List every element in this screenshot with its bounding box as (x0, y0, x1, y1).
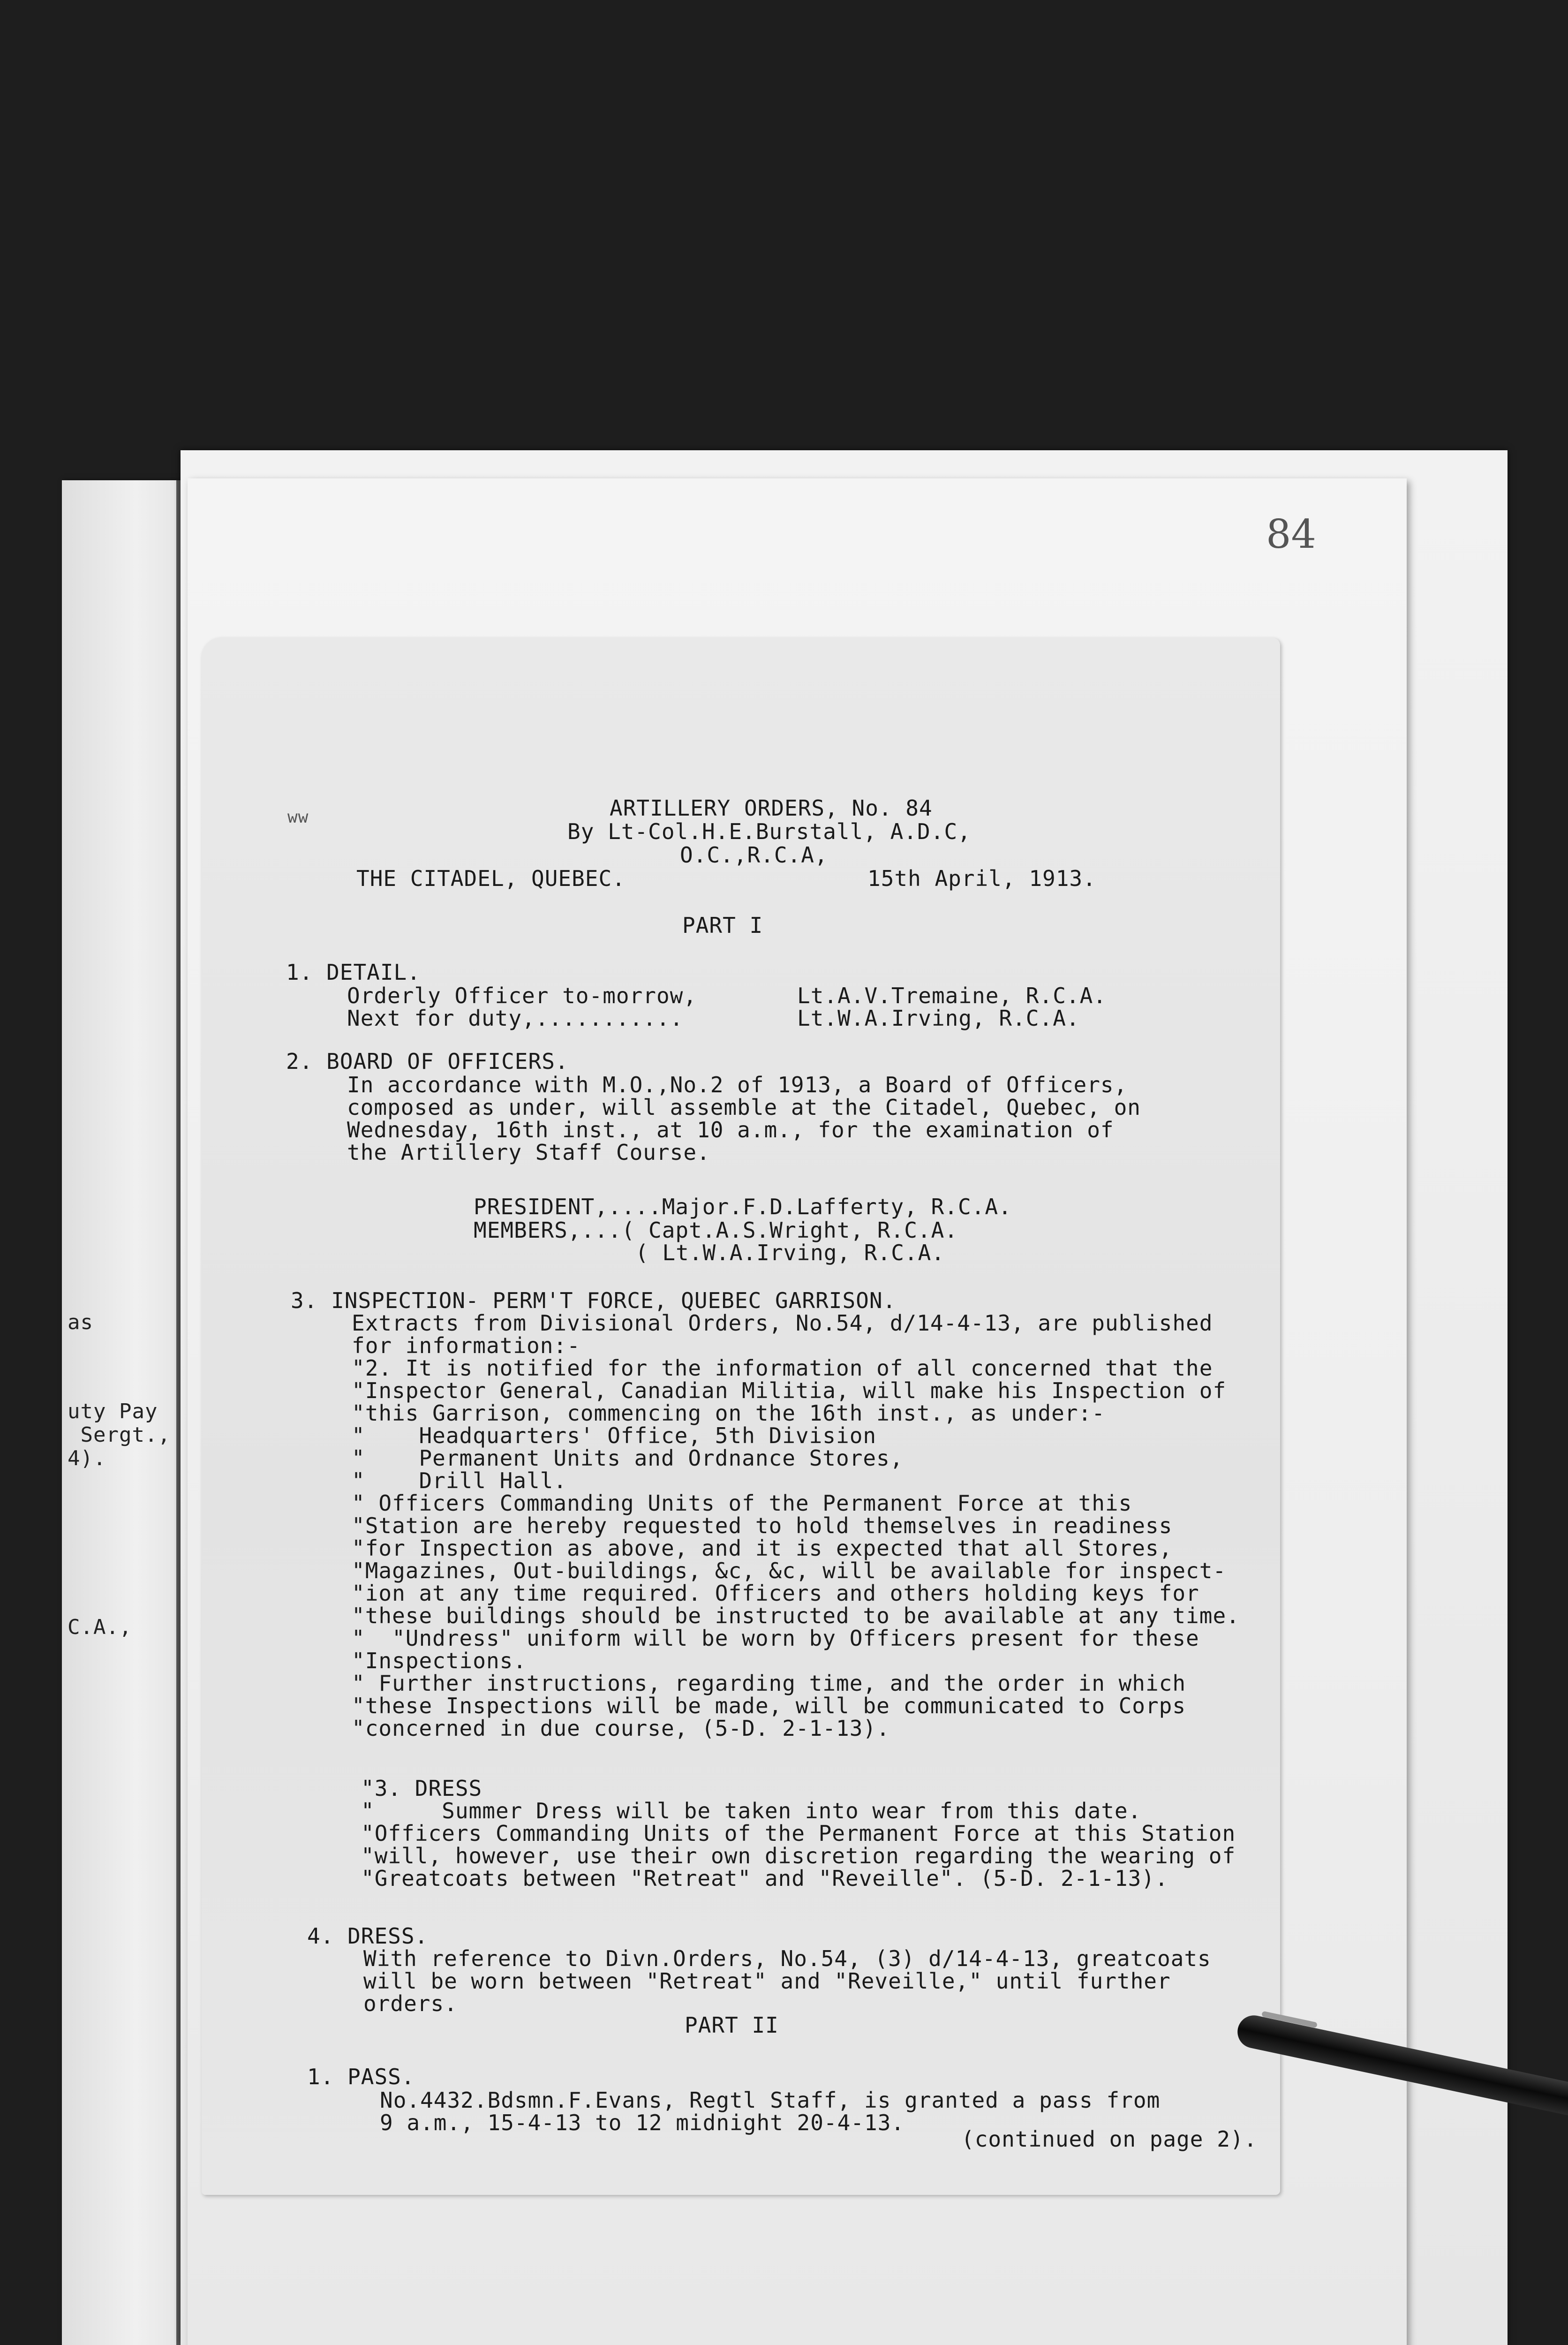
order-by-line: By Lt-Col.H.E.Burstall, A.D.C, (567, 819, 971, 844)
inspection-line: "Inspector General, Canadian Militia, will make his Inspection of (352, 1378, 1227, 1403)
dress-line: With reference to Divn.Orders, No.54, (3) d/14-4-13, greatcoats (363, 1946, 1211, 1971)
dress-extract-line: "Officers Commanding Units of the Permanent Force at this Station (361, 1821, 1236, 1846)
continued-note: (continued on page 2). (961, 2126, 1258, 2152)
dress-heading: 4. DRESS. (307, 1923, 429, 1949)
left-adjacent-page (62, 480, 185, 2345)
detail-row-label: Orderly Officer to-morrow, (347, 983, 697, 1008)
pass-line: 9 a.m., 15-4-13 to 12 midnight 20-4-13. (380, 2110, 905, 2135)
inspection-line: "Station are hereby requested to hold themselves in readiness (352, 1513, 1173, 1538)
pass-line: No.4432.Bdsmn.F.Evans, Regtl Staff, is granted a pass from (380, 2088, 1161, 2113)
dress-extract-heading: "3. DRESS (361, 1776, 482, 1801)
board-line: In accordance with M.O.,No.2 of 1913, a Board of Officers, (347, 1072, 1128, 1097)
dress-extract-line: "will, however, use their own discretion regarding the wearing of (361, 1843, 1236, 1868)
detail-heading: 1. DETAIL. (286, 960, 421, 985)
inspection-line: " Headquarters' Office, 5th Division (352, 1423, 877, 1448)
dress-line: orders. (363, 1991, 458, 2016)
inspection-line: "Inspections. (352, 1648, 527, 1673)
order-date: 15th April, 1913. (867, 866, 1096, 891)
board-heading: 2. BOARD OF OFFICERS. (286, 1049, 569, 1074)
inspection-line: Extracts from Divisional Orders, No.54, d/14-4-13, are published (352, 1310, 1213, 1336)
board-president: PRESIDENT,....Major.F.D.Lafferty, R.C.A. (474, 1194, 1012, 1219)
detail-row-value: Lt.W.A.Irving, R.C.A. (797, 1006, 1080, 1031)
inspection-line: for information:- (352, 1333, 580, 1358)
order-oc-line: O.C.,R.C.A, (680, 842, 828, 868)
inspection-line: "Magazines, Out-buildings, &c, &c, will be available for inspect- (352, 1558, 1227, 1583)
order-title: ARTILLERY ORDERS, No. 84 (610, 795, 933, 821)
left-page-fragment: as (68, 1310, 93, 1334)
page-number: 84 (1266, 511, 1316, 557)
detail-row-value: Lt.A.V.Tremaine, R.C.A. (797, 983, 1107, 1008)
left-page-fragment: uty Pay (68, 1399, 158, 1423)
part-one-heading: PART I (682, 913, 763, 938)
dress-line: will be worn between "Retreat" and "Reveille," until further (363, 1968, 1171, 1994)
inspection-line: "concerned in due course, (5-D. 2-1-13). (352, 1716, 890, 1741)
inspection-line: "2. It is notified for the information of all concerned that the (352, 1355, 1213, 1381)
board-line: composed as under, will assemble at the Citadel, Quebec, on (347, 1095, 1141, 1120)
inspection-line: " Further instructions, regarding time, and the order in which (352, 1671, 1186, 1696)
left-page-fragment: 4). (68, 1446, 106, 1470)
inspection-line: "these buildings should be instructed to be available at any time. (352, 1603, 1240, 1628)
inspection-line: "for Inspection as above, and it is expected that all Stores, (352, 1536, 1173, 1561)
inspection-line: " Drill Hall. (352, 1468, 567, 1493)
inspection-line: " Officers Commanding Units of the Permanent Force at this (352, 1490, 1132, 1516)
board-line: the Artillery Staff Course. (347, 1140, 710, 1165)
inspection-line: "ion at any time required. Officers and others holding keys for (352, 1581, 1199, 1606)
order-location: THE CITADEL, QUEBEC. (356, 866, 626, 891)
header-mark: ww (287, 808, 309, 827)
inspection-line: " "Undress" uniform will be worn by Officers present for these (352, 1626, 1199, 1651)
dress-extract-line: " Summer Dress will be taken into wear from this date. (361, 1798, 1142, 1823)
inspection-line: "these Inspections will be made, will be communicated to Corps (352, 1693, 1186, 1718)
pass-heading: 1. PASS. (307, 2064, 415, 2089)
inspection-line: "this Garrison, commencing on the 16th inst., as under:- (352, 1400, 1105, 1426)
detail-row-label: Next for duty,........... (347, 1006, 684, 1031)
inspection-heading: 3. INSPECTION- PERM'T FORCE, QUEBEC GARRISON. (291, 1288, 897, 1313)
left-page-fragment: Sergt., (68, 1423, 171, 1447)
left-page-fragment: C.A., (68, 1615, 132, 1639)
board-members: MEMBERS,...( Capt.A.S.Wright, R.C.A. (474, 1218, 958, 1243)
inspection-line: " Permanent Units and Ordnance Stores, (352, 1445, 904, 1471)
board-members: ( Lt.W.A.Irving, R.C.A. (635, 1240, 945, 1265)
board-line: Wednesday, 16th inst., at 10 a.m., for the examination of (347, 1117, 1114, 1142)
part-two-heading: PART II (685, 2012, 779, 2038)
dress-extract-line: "Greatcoats between "Retreat" and "Reveille". (5-D. 2-1-13). (361, 1866, 1168, 1891)
typed-order-sheet (202, 638, 1280, 2195)
